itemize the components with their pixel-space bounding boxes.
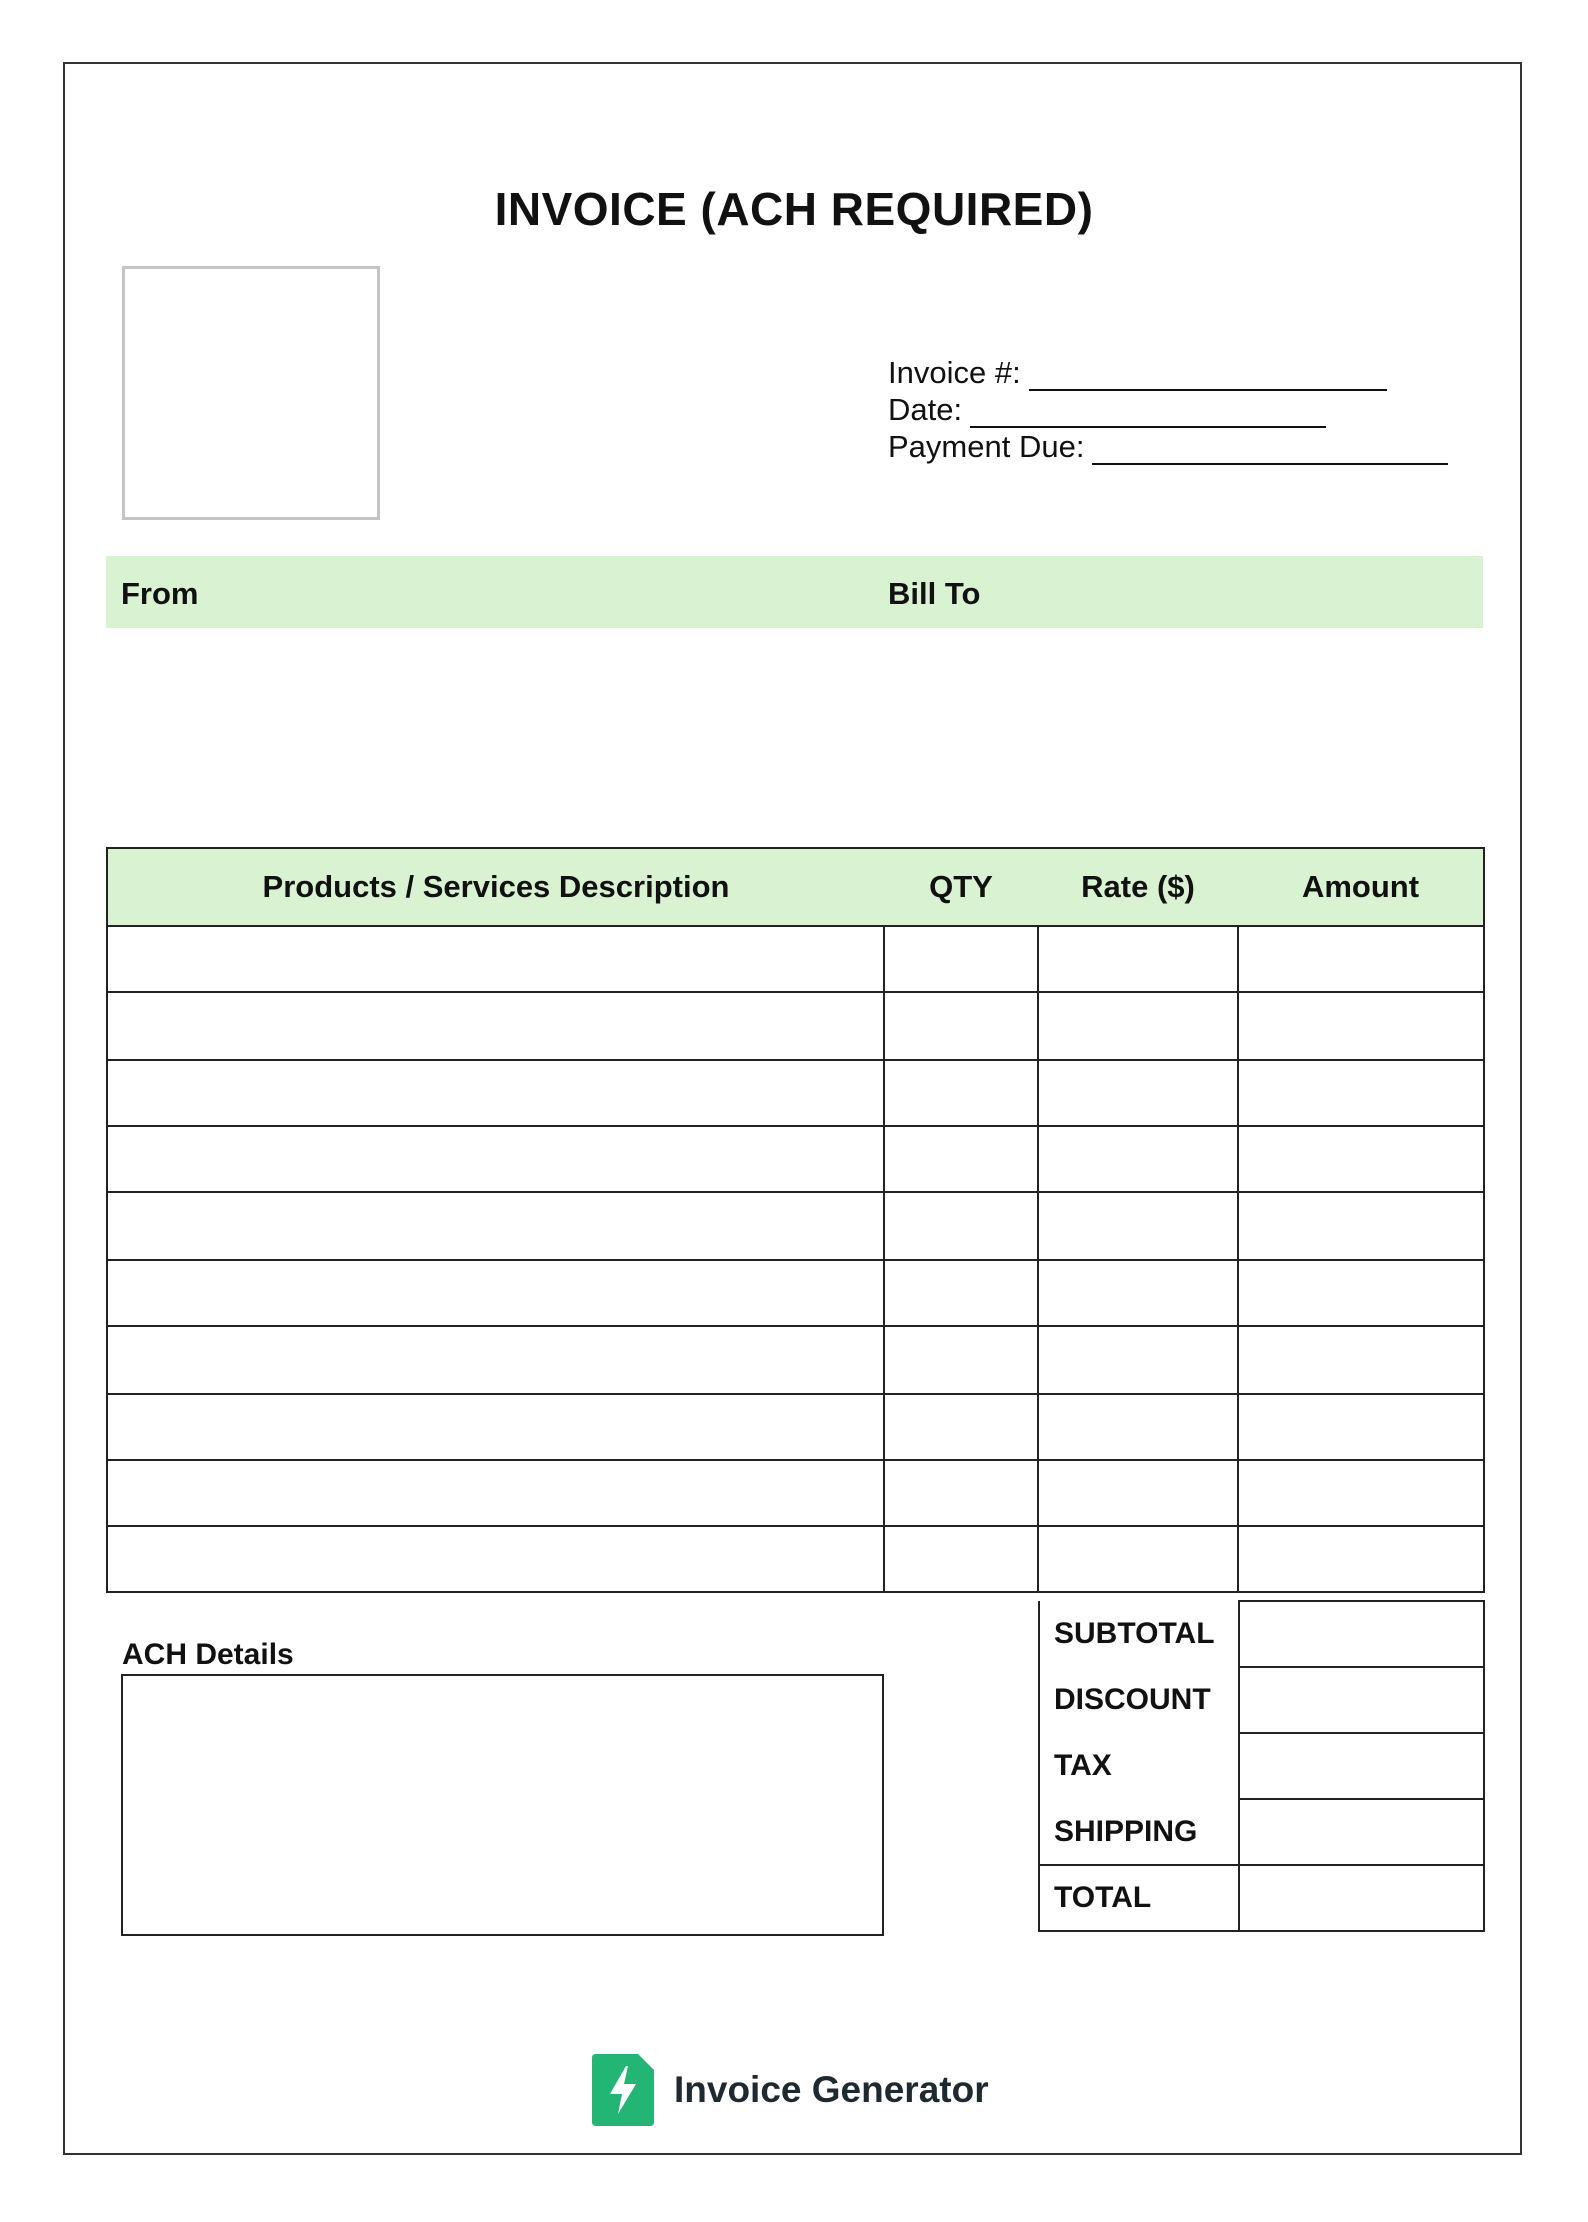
- description-cell[interactable]: [107, 1326, 884, 1394]
- table-row: [107, 1126, 1484, 1192]
- qty-cell[interactable]: [884, 992, 1038, 1060]
- table-row: [107, 1526, 1484, 1592]
- description-cell[interactable]: [107, 992, 884, 1060]
- rate-cell[interactable]: [1038, 1326, 1238, 1394]
- invoice-title-text: INVOICE (ACH REQUIRED): [494, 183, 1094, 235]
- description-cell[interactable]: [107, 1260, 884, 1326]
- bill-to-label: Bill To: [888, 576, 981, 611]
- description-cell[interactable]: [107, 1192, 884, 1260]
- qty-cell[interactable]: [884, 926, 1038, 992]
- shipping-value[interactable]: [1239, 1799, 1484, 1865]
- description-cell[interactable]: [107, 1460, 884, 1526]
- amount-cell[interactable]: [1238, 1060, 1484, 1126]
- total-row: [1039, 1865, 1484, 1931]
- description-cell[interactable]: [107, 1060, 884, 1126]
- table-row: [107, 1326, 1484, 1394]
- invoice-title: [0, 182, 1588, 236]
- amount-cell[interactable]: [1238, 1326, 1484, 1394]
- shipping-label: SHIPPING: [1039, 1799, 1239, 1865]
- brand-name: Invoice Generator: [674, 2069, 989, 2110]
- amount-cell[interactable]: [1238, 992, 1484, 1060]
- tax-label: TAX: [1039, 1733, 1239, 1799]
- description-cell[interactable]: [107, 1394, 884, 1460]
- rate-cell[interactable]: [1038, 1126, 1238, 1192]
- payment-due-row: [888, 428, 1448, 465]
- rate-cell[interactable]: [1038, 1060, 1238, 1126]
- qty-cell[interactable]: [884, 1526, 1038, 1592]
- shipping-row: [1039, 1799, 1484, 1865]
- table-row: [107, 992, 1484, 1060]
- invoice-number-field[interactable]: [1029, 363, 1387, 391]
- amount-cell[interactable]: [1238, 1460, 1484, 1526]
- table-row: [107, 1060, 1484, 1126]
- rate-cell[interactable]: [1038, 1192, 1238, 1260]
- amount-cell[interactable]: [1238, 1260, 1484, 1326]
- column-header-rate: Rate ($): [1038, 848, 1238, 926]
- date-label: Date:: [888, 392, 963, 427]
- qty-cell[interactable]: [884, 1460, 1038, 1526]
- ach-details-label: ACH Details: [122, 1638, 294, 1671]
- amount-cell[interactable]: [1238, 1394, 1484, 1460]
- column-header-qty: QTY: [884, 848, 1038, 926]
- column-header-amount: Amount: [1238, 848, 1484, 926]
- line-items-body: [107, 926, 1484, 1592]
- rate-cell[interactable]: [1038, 926, 1238, 992]
- subtotal-value[interactable]: [1239, 1601, 1484, 1667]
- qty-cell[interactable]: [884, 1192, 1038, 1260]
- description-cell[interactable]: [107, 1126, 884, 1192]
- payment-due-field[interactable]: [1092, 437, 1448, 465]
- logo-placeholder[interactable]: [122, 266, 380, 520]
- table-row: [107, 1460, 1484, 1526]
- invoice-number-row: [888, 354, 1448, 391]
- rate-cell[interactable]: [1038, 992, 1238, 1060]
- description-cell[interactable]: [107, 1526, 884, 1592]
- rate-cell[interactable]: [1038, 1460, 1238, 1526]
- qty-cell[interactable]: [884, 1260, 1038, 1326]
- invoice-number-label: Invoice #:: [888, 355, 1021, 390]
- amount-cell[interactable]: [1238, 1526, 1484, 1592]
- description-cell[interactable]: [107, 926, 884, 992]
- parties-header-band: [106, 556, 1483, 628]
- footer-brand: [592, 2054, 989, 2126]
- qty-cell[interactable]: [884, 1060, 1038, 1126]
- amount-cell[interactable]: [1238, 1126, 1484, 1192]
- qty-cell[interactable]: [884, 1326, 1038, 1394]
- payment-due-label: Payment Due:: [888, 429, 1085, 464]
- rate-cell[interactable]: [1038, 1260, 1238, 1326]
- tax-value[interactable]: [1239, 1733, 1484, 1799]
- amount-cell[interactable]: [1238, 926, 1484, 992]
- total-label: TOTAL: [1039, 1865, 1239, 1931]
- total-value[interactable]: [1239, 1865, 1484, 1931]
- totals-table: [1038, 1600, 1485, 1932]
- rate-cell[interactable]: [1038, 1394, 1238, 1460]
- qty-cell[interactable]: [884, 1126, 1038, 1192]
- line-items-table: [106, 847, 1485, 1593]
- date-row: [888, 391, 1448, 428]
- ach-details-box[interactable]: [121, 1674, 884, 1936]
- tax-row: [1039, 1733, 1484, 1799]
- lightning-bolt-icon: [592, 2054, 654, 2126]
- line-items-header-row: [107, 848, 1484, 926]
- from-label: From: [121, 576, 199, 611]
- table-row: [107, 926, 1484, 992]
- discount-row: [1039, 1667, 1484, 1733]
- date-field[interactable]: [970, 400, 1326, 428]
- table-row: [107, 1394, 1484, 1460]
- table-row: [107, 1192, 1484, 1260]
- subtotal-row: [1039, 1601, 1484, 1667]
- column-header-description: Products / Services Description: [107, 848, 884, 926]
- subtotal-label: SUBTOTAL: [1039, 1601, 1239, 1667]
- discount-value[interactable]: [1239, 1667, 1484, 1733]
- rate-cell[interactable]: [1038, 1526, 1238, 1592]
- discount-label: DISCOUNT: [1039, 1667, 1239, 1733]
- qty-cell[interactable]: [884, 1394, 1038, 1460]
- table-row: [107, 1260, 1484, 1326]
- amount-cell[interactable]: [1238, 1192, 1484, 1260]
- invoice-meta: [888, 354, 1448, 465]
